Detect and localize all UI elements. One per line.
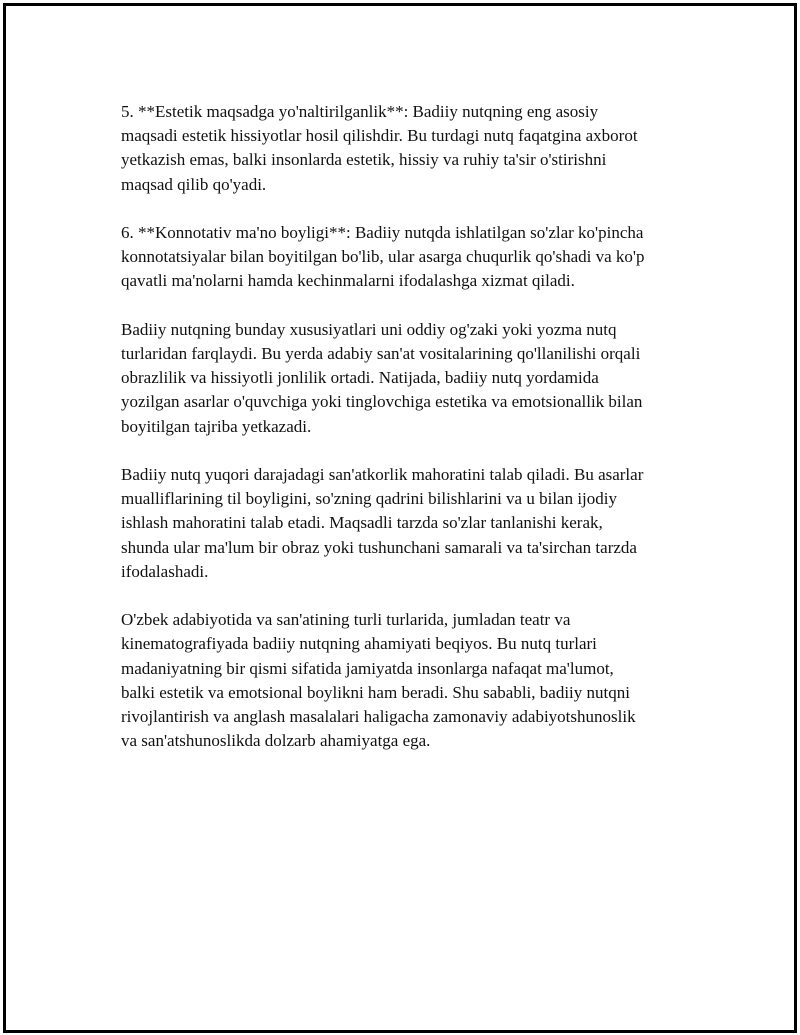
paragraph-artistic-skill: Badiiy nutq yuqori darajadagi san'atkorlik mahoratini talab qiladi. Bu asarlar mualliflarining til boyligini, so'zning qadrini bilishlarini va u bilan ijodiy ishlash mahoratini talab etadi. Maqsadli tarzda so'zlar tanlanishi kerak, shunda ular ma'lum bir obraz yoki tushunchani samarali va ta'sirchan tarzda ifodalashadi. bbox=[121, 465, 644, 581]
document-body bbox=[121, 100, 701, 778]
page-border bbox=[3, 3, 797, 1033]
paragraph-connotative-meaning: 6. **Konnotativ ma'no boyligi**: Badiiy nutqda ishlatilgan so'zlar ko'pincha konnotatsiyalar bilan boyitilgan bo'lib, ular asarga chuqurlik qo'shadi va ko'p qavatli ma'nolarni hamda kechinmalarni ifodalashga xizmat qiladi. bbox=[121, 223, 645, 291]
paragraph-aesthetic-purpose: 5. **Estetik maqsadga yo'naltirilganlik**: Badiiy nutqning eng asosiy maqsadi estetik hissiyotlar hosil qilishdir. Bu turdagi nutq faqatgina axborot yetkazish emas, balki insonlarda estetik, hissiy va ruhiy ta'sir o'stirishni maqsad qilib qo'yadi. bbox=[121, 102, 638, 194]
paragraph-features-distinction: Badiiy nutqning bunday xususiyatlari uni oddiy og'zaki yoki yozma nutq turlaridan farqlaydi. Bu yerda adabiy san'at vositalarining qo'llanilishi orqali obrazlilik va hissiyotli jonlilik ortadi. Natijada, badiiy nutq yordamida yozilgan asarlar o'quvchiga yoki tinglovchiga estetika va emotsionallik bilan boyitilgan tajriba yetkazadi. bbox=[121, 319, 643, 436]
paragraph-uzbek-literature: O'zbek adabiyotida va san'atining turli turlarida, jumladan teatr va kinematografiyada badiiy nutqning ahamiyati beqiyos. Bu nutq turlari madaniyatning bir qismi sifatida jamiyatda insonlarga nafaqat ma'lumot, balki estetik va emotsional boylikni ham beradi. Shu sababli, badiiy nutqni rivojlantirish va anglash masalalari haligacha zamonaviy adabiyotshunoslik va san'atshunoslikda dolzarb ahamiyatga ega. bbox=[121, 610, 636, 751]
